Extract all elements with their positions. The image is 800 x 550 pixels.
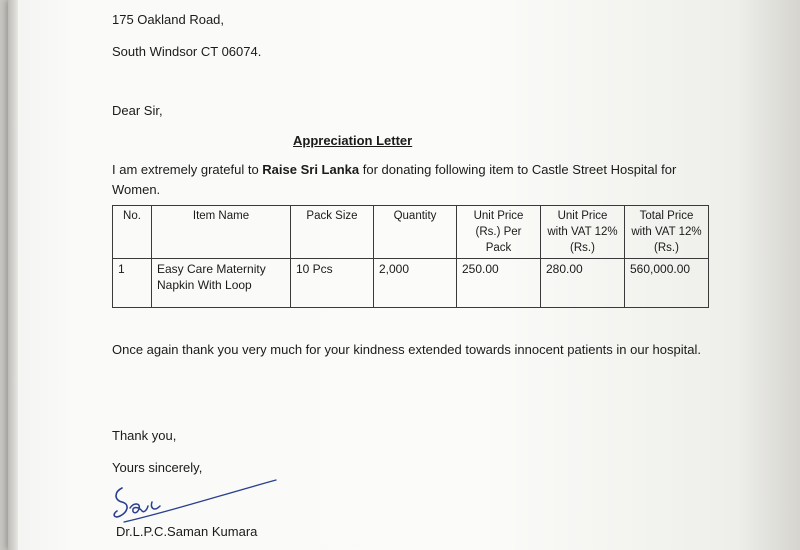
sign-off-line: Yours sincerely, [112,460,203,475]
salutation: Dear Sir, [112,103,163,118]
cell-quantity: 2,000 [374,259,457,308]
page-edge-shadow [8,0,18,550]
thanks-line: Thank you, [112,428,177,443]
closing-paragraph: Once again thank you very much for your kindness extended towards innocent patients in our hospital. [112,342,701,357]
cell-no: 1 [113,259,152,308]
table-row [113,259,709,308]
donation-table [112,205,709,308]
cell-total-price-vat: 560,000.00 [625,259,709,308]
table-header-row [113,206,709,259]
address-line-1: 175 Oakland Road, [112,12,225,27]
header-quantity: Quantity [374,206,457,259]
cell-unit-price-vat: 280.00 [541,259,625,308]
cell-unit-price: 250.00 [457,259,541,308]
signer-name: Dr.L.P.C.Saman Kumara [116,524,258,539]
header-item-name: Item Name [152,206,291,259]
letter-subject: Appreciation Letter [293,133,413,148]
body-prefix: I am extremely grateful to [112,162,263,177]
header-unit-price: Unit Price (Rs.) Per Pack [457,206,541,259]
header-unit-price-vat: Unit Price with VAT 12% (Rs.) [541,206,625,259]
header-total-price-vat: Total Price with VAT 12% (Rs.) [625,206,709,259]
header-pack-size: Pack Size [291,206,374,259]
address-line-2: South Windsor CT 06074. [112,44,262,59]
body-paragraph [112,160,712,200]
body-suffix: for donating following item to Castle Street Hospital for Women. [112,162,677,197]
header-no: No. [113,206,152,259]
cell-pack-size: 10 Pcs [291,259,374,308]
cell-item-name: Easy Care Maternity Napkin With Loop [152,259,291,308]
donor-organization: Raise Sri Lanka [262,162,360,177]
